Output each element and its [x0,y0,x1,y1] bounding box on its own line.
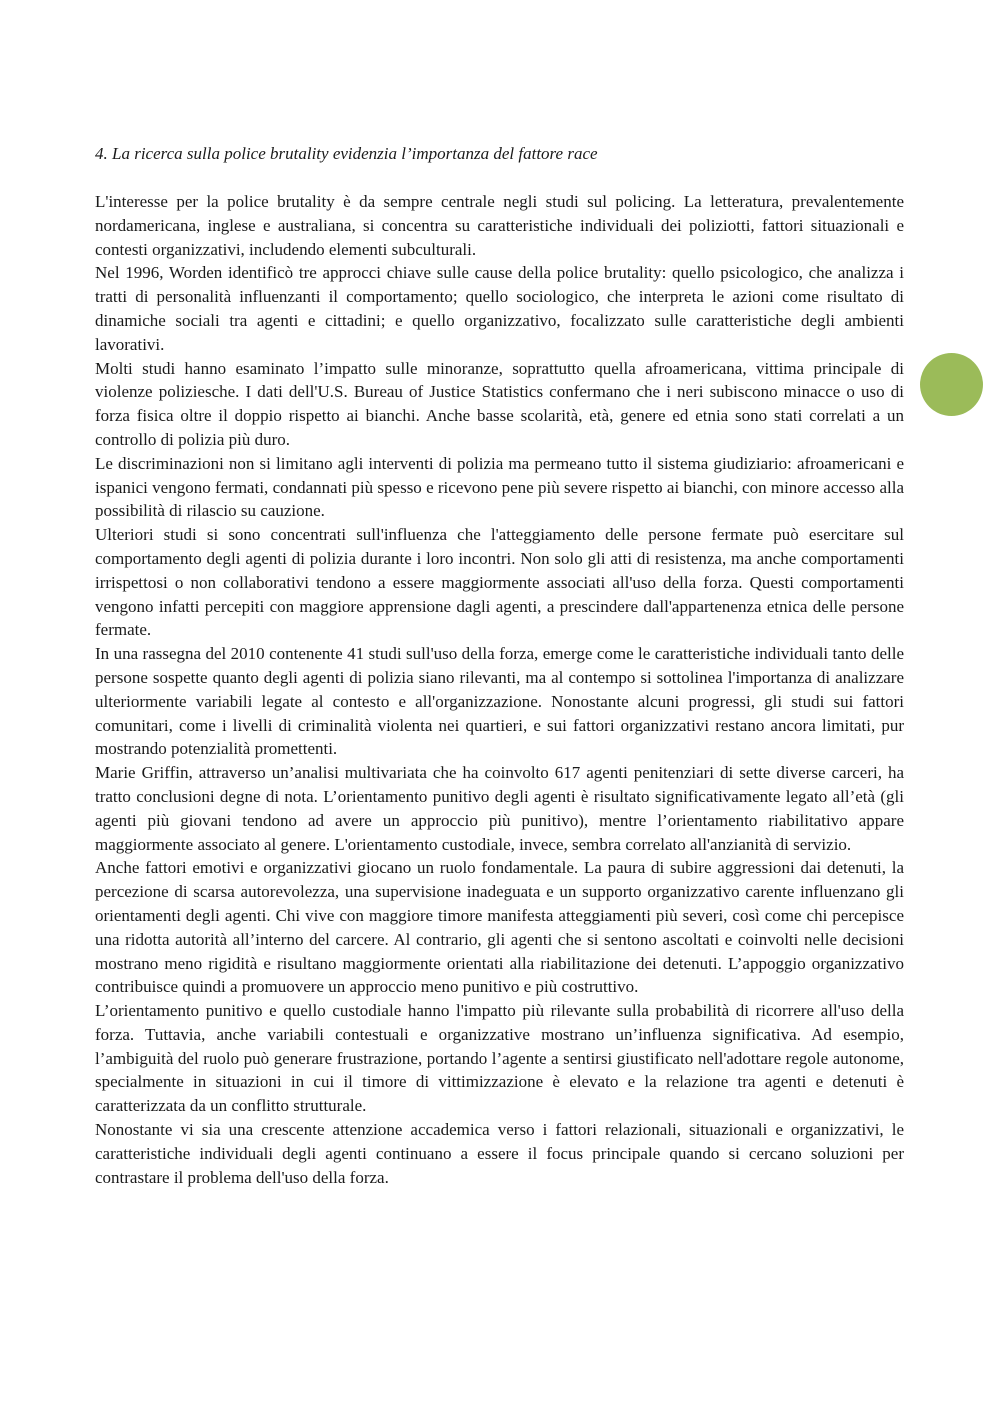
paragraph: Ulteriori studi si sono concentrati sull'influenza che l'atteggiamento delle persone fermate può esercitare sul comportamento degli agenti di polizia durante i loro incontri. Non solo gli atti di resistenza, ma anche comportamenti irrispettosi o non collaborativi tendono a essere maggiormente associati all'uso della forza. Questi comportamenti vengono infatti percepiti con maggiore apprensione dagli agenti, a prescindere dall'appartenenza etnica delle persone fermate. [95,525,904,640]
paragraph: L'interesse per la police brutality è da sempre centrale negli studi sul policing. La letteratura, prevalentemente nordamericana, inglese e australiana, si concentra su caratteristiche individuali dei poliziotti, fattori situazionali e contesti organizzativi, includendo elementi subculturali. [95,192,904,259]
paragraph: Nonostante vi sia una crescente attenzione accademica verso i fattori relazionali, situazionali e organizzativi, le caratteristiche individuali degli agenti continuano a essere il focus principale quando si cercano soluzioni per contrastare il problema dell'uso della forza. [95,1120,904,1187]
section-heading: 4. La ricerca sulla police brutality evidenzia l’importanza del fattore race [95,144,598,163]
paragraph: Molti studi hanno esaminato l’impatto sulle minoranze, soprattutto quella afroamericana, vittima principale di violenze poliziesche. I dati dell'U.S. Bureau of Justice Statistics confermano che i neri subiscono minacce o uso di forza fisica oltre il doppio rispetto ai bianchi. Anche basse scolarità, età, genere ed etnia sono stati correlati a un controllo di polizia più duro. [95,358,904,449]
green-circle-marker [920,353,983,416]
paragraph: Marie Griffin, attraverso un’analisi multivariata che ha coinvolto 617 agenti penitenziari di sette diverse carceri, ha tratto conclusioni degne di nota. L’orientamento punitivo degli agenti è risultato significativamente legato all’età (gli agenti più giovani tendono ad avere un approccio più punitivo), mentre l’orientamento riabilitativo appare maggiormente associato al genere. L'orientamento custodiale, invece, sembra correlato all'anzianità di servizio. [95,763,904,854]
paragraph: Anche fattori emotivi e organizzativi giocano un ruolo fondamentale. La paura di subire aggressioni dai detenuti, la percezione di scarsa autorevolezza, una supervisione inadeguata e un supporto organizzativo carente influenzano gli orientamenti degli agenti. Chi vive con maggiore timore manifesta atteggiamenti più severi, così come chi percepisce una ridotta autorità all’interno del carcere. Al contrario, gli agenti che si sentono ascoltati e coinvolti nelle decisioni mostrano meno rigidità e risultano maggiormente orientati alla riabilitazione dei detenuti. L’appoggio organizzativo contribuisce quindi a promuovere un approccio meno punitivo e più costruttivo. [95,858,904,997]
document-body [95,142,904,1189]
paragraph: Nel 1996, Worden identificò tre approcci chiave sulle cause della police brutality: quello psicologico, che analizza i tratti di personalità influenzanti il comportamento; quello sociologico, che interpreta le azioni come risultato di dinamiche sociali tra agenti e cittadini; e quello organizzativo, focalizzato sulle caratteristiche degli ambienti lavorativi. [95,263,904,354]
paragraph: L’orientamento punitivo e quello custodiale hanno l'impatto più rilevante sulla probabilità di ricorrere all'uso della forza. Tuttavia, anche variabili contestuali e organizzative mostrano un’influenza significativa. Ad esempio, l’ambiguità del ruolo può generare frustrazione, portando l’agente a sentirsi giustificato nell'adottare regole autonome, specialmente in situazioni in cui il timore di vittimizzazione è elevato e la relazione tra agenti e detenuti è caratterizzata da un conflitto strutturale. [95,1001,904,1116]
paragraph: In una rassegna del 2010 contenente 41 studi sull'uso della forza, emerge come le caratteristiche individuali tanto delle persone sospette quanto degli agenti di polizia siano rilevanti, ma al contempo si sottolinea l'importanza di analizzare ulteriormente variabili legate al contesto e all'organizzazione. Nonostante alcuni progressi, gli studi sui fattori comunitari, come i livelli di criminalità violenta nei quartieri, e sui fattori organizzativi restano ancora limitati, pur mostrando potenzialità promettenti. [95,644,904,759]
paragraph: Le discriminazioni non si limitano agli interventi di polizia ma permeano tutto il sistema giudiziario: afroamericani e ispanici vengono fermati, condannati più spesso e ricevono pene più severe rispetto ai bianchi, con minore accesso alla possibilità di rilascio su cauzione. [95,453,904,521]
